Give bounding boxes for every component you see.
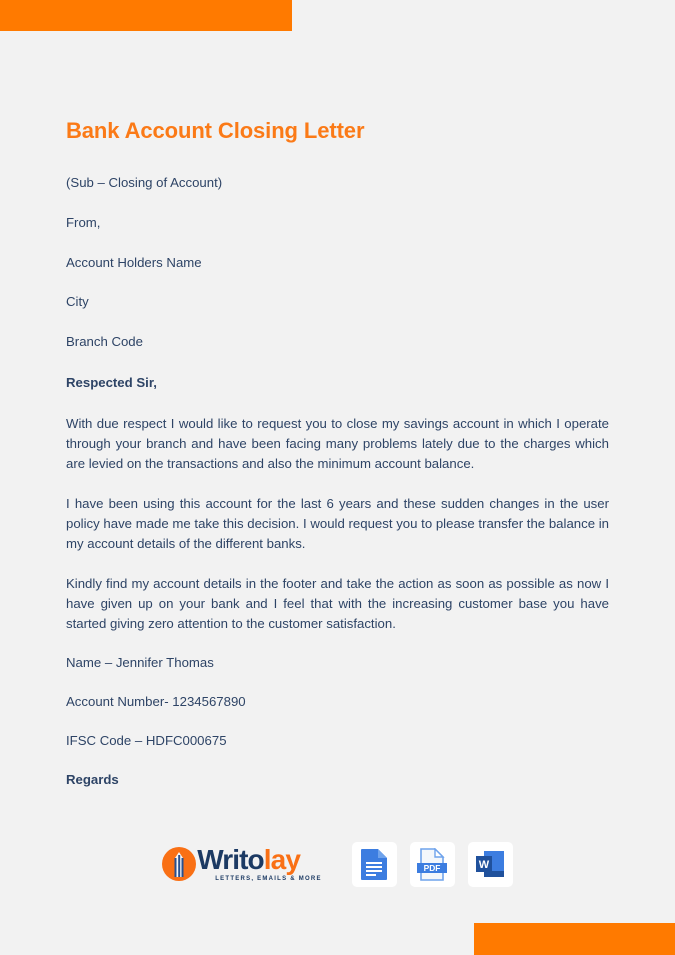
branch-code-field: Branch Code	[66, 334, 143, 350]
ifsc-code: IFSC Code – HDFC000675	[66, 733, 227, 749]
salutation: Respected Sir,	[66, 375, 157, 391]
footer-accent-bar	[474, 923, 675, 955]
letter-body	[66, 118, 609, 789]
word-label: W	[479, 859, 490, 871]
pencil-in-circle-icon	[162, 847, 196, 881]
header-accent-bar	[0, 0, 292, 31]
closing-regards: Regards	[66, 771, 119, 787]
signature-block	[66, 654, 609, 788]
brand-text	[197, 846, 322, 882]
brand-name-part-one: Writo	[197, 844, 264, 875]
account-number: Account Number- 1234567890	[66, 694, 246, 710]
brand-name-part-two: lay	[263, 844, 300, 875]
signer-name: Name – Jennifer Thomas	[66, 655, 214, 671]
pdf-label: PDF	[423, 862, 441, 873]
letter-paragraph-3: Kindly find my account details in the footer and take the action as soon as possible as now I have given up on your bank and I feel that with the increasing customer base you have started giving zero attention to the customer satisfaction.	[66, 576, 609, 632]
download-pdf-button[interactable]	[410, 842, 455, 887]
download-google-docs-button[interactable]	[352, 842, 397, 887]
letter-paragraph-2: I have been using this account for the last 6 years and these sudden changes in the user policy have made me take this decision. I would request you to please transfer the balance in my account details of the different banks.	[66, 496, 609, 552]
from-label: From,	[66, 214, 101, 230]
letter-paragraph-1: With due respect I would like to request you to close my savings account in which I operate through your branch and have been facing many problems lately due to the charges which are levied on the transactions and also the minimum account balance.	[66, 415, 609, 471]
page-title: Bank Account Closing Letter	[66, 118, 365, 143]
writolay-logo[interactable]	[162, 838, 322, 890]
subject-line: (Sub – Closing of Account)	[66, 174, 223, 190]
brand-tagline: LETTERS, EMAILS & MORE	[215, 876, 322, 882]
pdf-file-icon	[417, 848, 447, 881]
footer-bar	[0, 833, 675, 895]
word-file-icon	[475, 849, 505, 879]
sender-city-field: City	[66, 294, 89, 310]
sender-name-field: Account Holders Name	[66, 254, 202, 270]
google-docs-icon	[360, 848, 388, 880]
download-word-button[interactable]	[468, 842, 513, 887]
brand-wordmark	[197, 846, 322, 874]
